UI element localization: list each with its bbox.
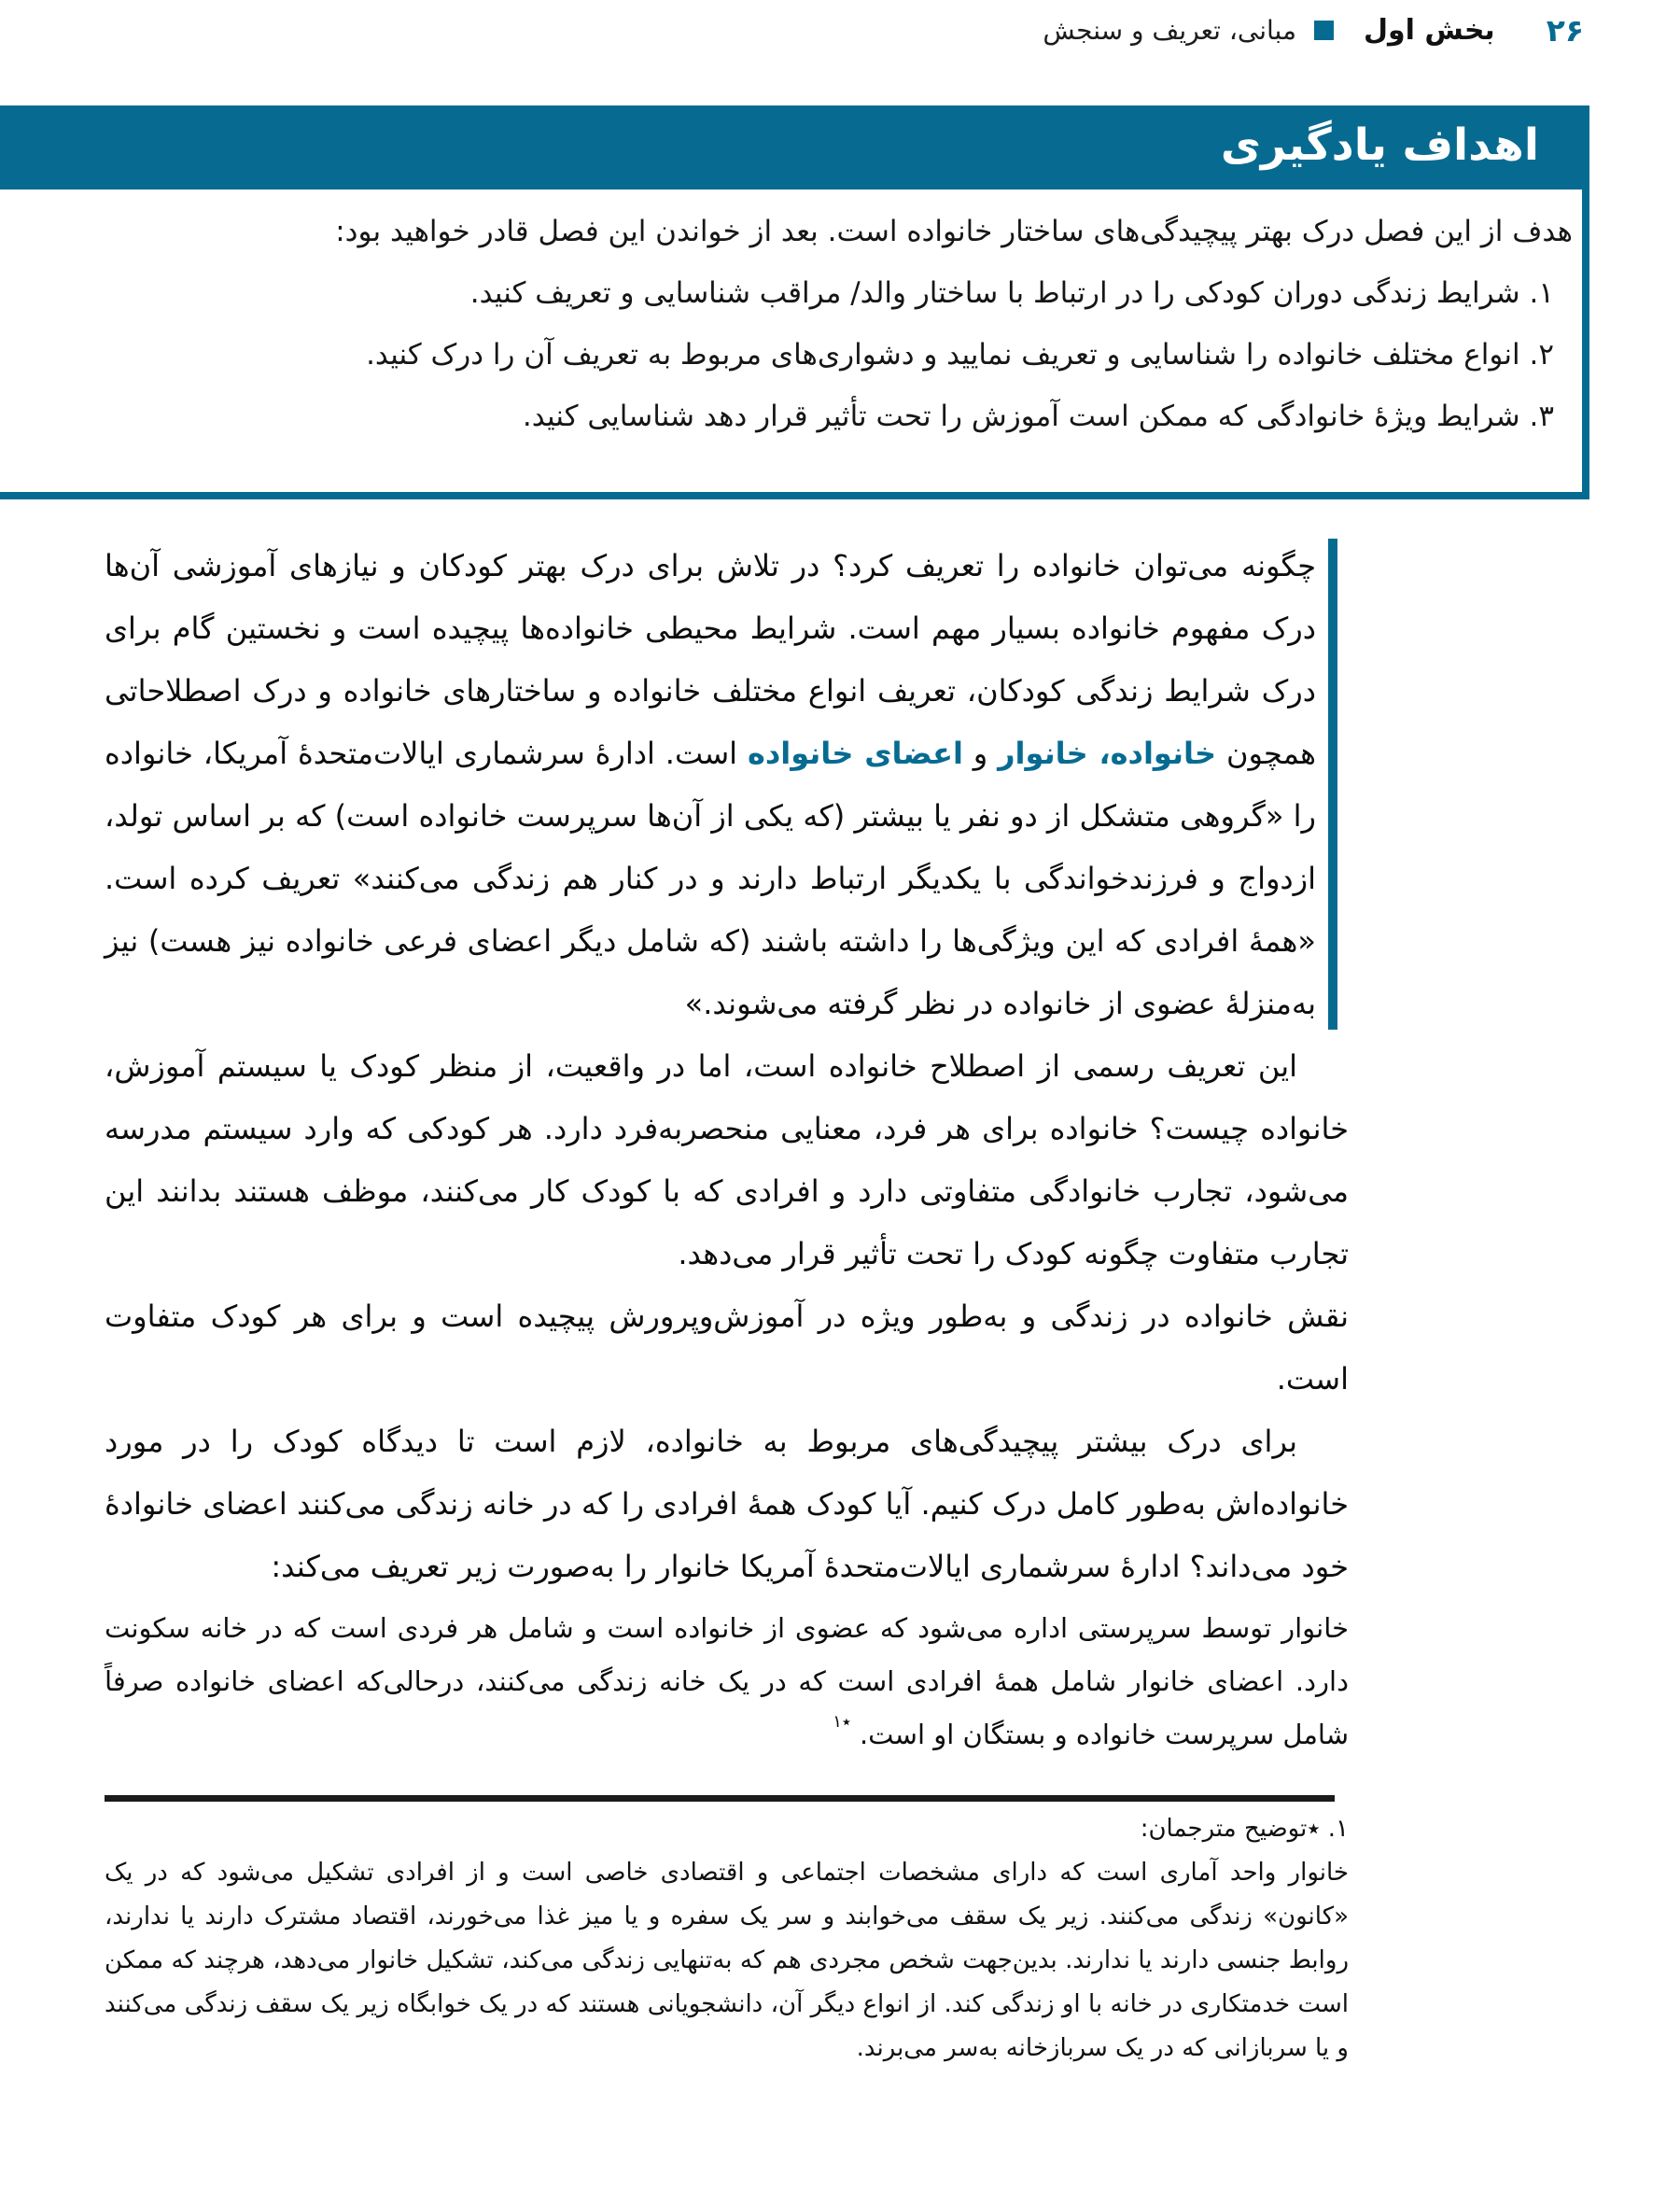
section-title: بخش اول xyxy=(1364,13,1495,47)
page-header xyxy=(1043,9,1584,50)
paragraph-family-role: نقش خانواده در زندگی و به‌طور ویژه در آموزش‌وپرورش پیچیده است و برای هر کودک متفاوت است. xyxy=(105,1299,1349,1397)
learning-objectives-title: اهداف یادگیری xyxy=(1220,119,1539,171)
section-square-icon xyxy=(1314,21,1334,40)
learning-objectives-banner xyxy=(0,105,1589,190)
extract-text: خانوار توسط سرپرستی اداره می‌شود که عضوی از خانواده است و شامل هر فردی است که در خانه سکونت دارد. اعضای خانوار شامل همهٔ افرادی است که در یک خانه زندگی می‌کنند، درحالی‌که اعضای خانواده صرفاً شامل سرپرست خانواده و بستگان او است. xyxy=(105,1612,1349,1750)
page-number: ۲۶ xyxy=(1546,11,1584,49)
quote-conjunction: و xyxy=(962,736,999,771)
household-definition-extract xyxy=(105,1602,1349,1762)
footnote-separator xyxy=(105,1795,1335,1802)
highlighted-quote xyxy=(105,535,1337,1035)
learning-objectives-box xyxy=(0,190,1589,499)
footnote-section xyxy=(105,1807,1349,2071)
quote-text-before: چگونه می‌توان خانواده را تعریف کرد؟ در تلاش برای درک بهتر کودکان و نیازهای آموزشی آن‌ها درک مفهوم خانواده بسیار مهم است. شرایط محیطی خانواده‌ها پیچیده است و نخستین گام برای درک شرایط زندگی کودکان، تعریف انواع مختلف خانواده و ساختارهای خانواده و درک اصطلاحاتی همچون xyxy=(105,548,1317,771)
paragraph-child-view: برای درک بیشتر پیچیدگی‌های مربوط به خانواده، لازم است تا دیدگاه کودک را در مورد خانواده‌اش به‌طور کامل درک کنیم. آیا کودک همهٔ افرادی را که در خانه زندگی می‌کنند اعضای خانوادهٔ خود می‌داند؟ ادارهٔ سرشماری ایالات‌متحدهٔ آمریکا خانوار را به‌صورت زیر تعریف می‌کند: xyxy=(105,1424,1349,1584)
quote-accent-bar xyxy=(1328,539,1337,1030)
objective-item-2: ۲. انواع مختلف خانواده را شناسایی و تعریف نمایید و دشواری‌های مربوط به تعریف آن را درک کنید. xyxy=(366,338,1554,372)
footnote-text: خانوار واحد آماری است که دارای مشخصات اجتماعی و اقتصادی خاصی است و از افرادی تشکیل می‌شود که در یک «کانون» زندگی می‌کنند. زیر یک سقف می‌خوابند و سر یک سفره و یا میز غذا می‌خورند، اقتصاد مشترک دارند یا ندارند، روابط جنسی دارند یا ندارند. بدین‌جهت شخص مجردی هم که به‌تنهایی زندگی می‌کند، تشکیل خانوار می‌دهد، هرچند که ممکن است خدمتکاری در خانه با او زندگی کند. از انواع دیگر آن، دانشجویانی هستند که در یک خوابگاه زیر یک سقف زندگی می‌کنند و یا سربازانی که در یک سربازخانه به‌سر می‌برند. xyxy=(105,1859,1349,2062)
objectives-intro: هدف از این فصل درک بهتر پیچیدگی‌های ساختار خانواده است. بعد از خواندن این فصل قادر خواهید بود: xyxy=(335,215,1573,248)
footnote-marker: ٭۱ xyxy=(833,1712,851,1732)
key-term-family-household: خانواده، خانوار xyxy=(998,736,1217,771)
objective-item-1: ۱. شرایط زندگی دوران کودکی را در ارتباط با ساختار والد/ مراقب شناسایی و تعریف کنید. xyxy=(469,276,1554,310)
subsection-title: مبانی، تعریف و سنجش xyxy=(1043,14,1296,46)
key-term-family-members: اعضای خانواده xyxy=(747,736,963,771)
objective-item-3: ۳. شرایط ویژهٔ خانوادگی که ممکن است آموزش را تحت تأثیر قرار دهد شناسایی کنید. xyxy=(522,400,1554,433)
main-text-column xyxy=(105,535,1349,2071)
paragraph-formal-definition: این تعریف رسمی از اصطلاح خانواده است، اما در واقعیت، از منظر کودک یا سیستم آموزش، خانواده چیست؟ خانواده برای هر فرد، معنایی منحصربه‌فرد دارد. هر کودکی که وارد سیستم مدرسه می‌شود، تجارب خانوادگی متفاوتی دارد و افرادی که با کودک کار می‌کنند، موظف هستند بدانند این تجارب متفاوت چگونه کودک را تحت تأثیر قرار می‌دهد. xyxy=(105,1048,1349,1271)
footnote-label: ۱. ٭توضیح مترجمان: xyxy=(1140,1815,1349,1843)
quote-text-after: است. ادارهٔ سرشماری ایالات‌متحدهٔ آمریکا، خانواده را «گروهی متشکل از دو نفر یا بیشتر (که یکی از آن‌ها سرپرست خانواده است) که بر اساس تولد، ازدواج و فرزندخواندگی با یکدیگر ارتباط دارند و در کنار هم زندگی می‌کنند» تعریف کرده است. «همهٔ افرادی که این ویژگی‌ها را داشته باشند (که شامل دیگر اعضای فرعی خانواده نیز هست) نیز به‌منزلهٔ عضوی از خانواده در نظر گرفته می‌شوند.» xyxy=(105,736,1316,1021)
